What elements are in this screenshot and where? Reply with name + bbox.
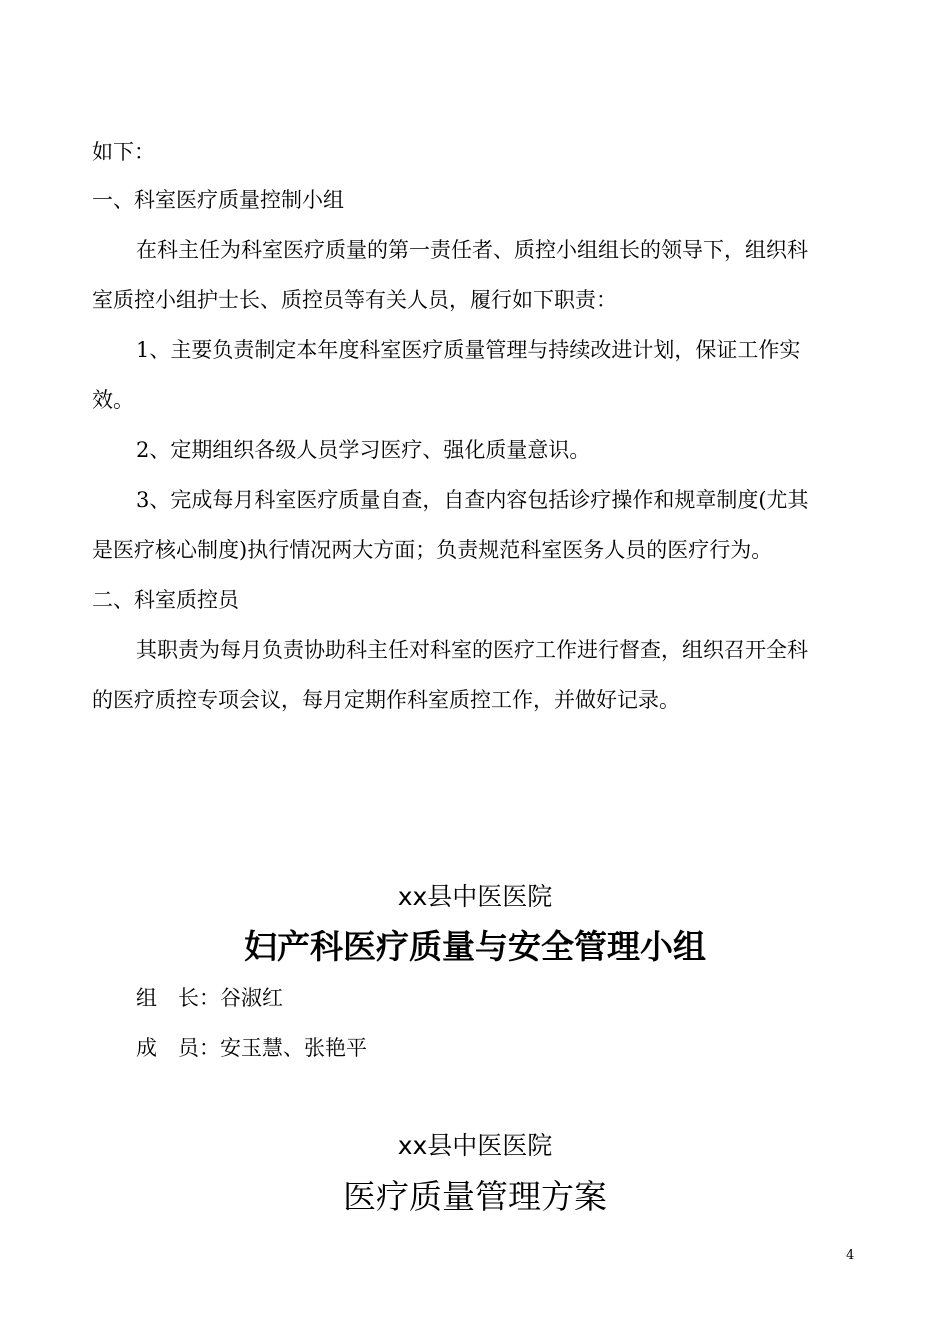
duty2-line: 2、定期组织各级人员学习医疗、强化质量意识。 — [136, 438, 591, 462]
section2-heading: 二、科室质控员 — [92, 588, 239, 612]
section2-paragraph-line1: 其职责为每月负责协助科主任对科室的医疗工作进行督查，组织召开全科 — [136, 638, 808, 662]
plan-hospital-name: xx县中医医院 — [397, 1131, 553, 1160]
duty1-line2: 效。 — [92, 388, 134, 412]
group-leader: 组 长：谷淑红 — [136, 986, 283, 1010]
page-number: 4 — [846, 1248, 855, 1263]
group-title: 妇产科医疗质量与安全管理小组 — [244, 927, 706, 966]
duty3-line1: 3、完成每月科室医疗质量自查，自查内容包括诊疗操作和规章制度(尤其 — [136, 488, 809, 512]
section1-heading: 一、科室医疗质量控制小组 — [92, 188, 344, 212]
section1-paragraph-line1: 在科主任为科室医疗质量的第一责任者、质控小组组长的领导下，组织科 — [136, 238, 808, 262]
group-members: 成 员：安玉慧、张艳平 — [136, 1036, 367, 1060]
plan-title: 医疗质量管理方案 — [343, 1177, 607, 1216]
duty3-line2: 是医疗核心制度)执行情况两大方面；负责规范科室医务人员的医疗行为。 — [92, 538, 773, 562]
duty1-line1: 1、主要负责制定本年度科室医疗质量管理与持续改进计划，保证工作实 — [136, 338, 801, 362]
section2-paragraph-line2: 的医疗质控专项会议，每月定期作科室质控工作，并做好记录。 — [92, 688, 680, 712]
group-hospital-name: xx县中医医院 — [397, 882, 553, 911]
section1-paragraph-line2: 室质控小组护士长、质控员等有关人员，履行如下职责： — [92, 288, 617, 312]
intro-text: 如下： — [92, 140, 155, 164]
